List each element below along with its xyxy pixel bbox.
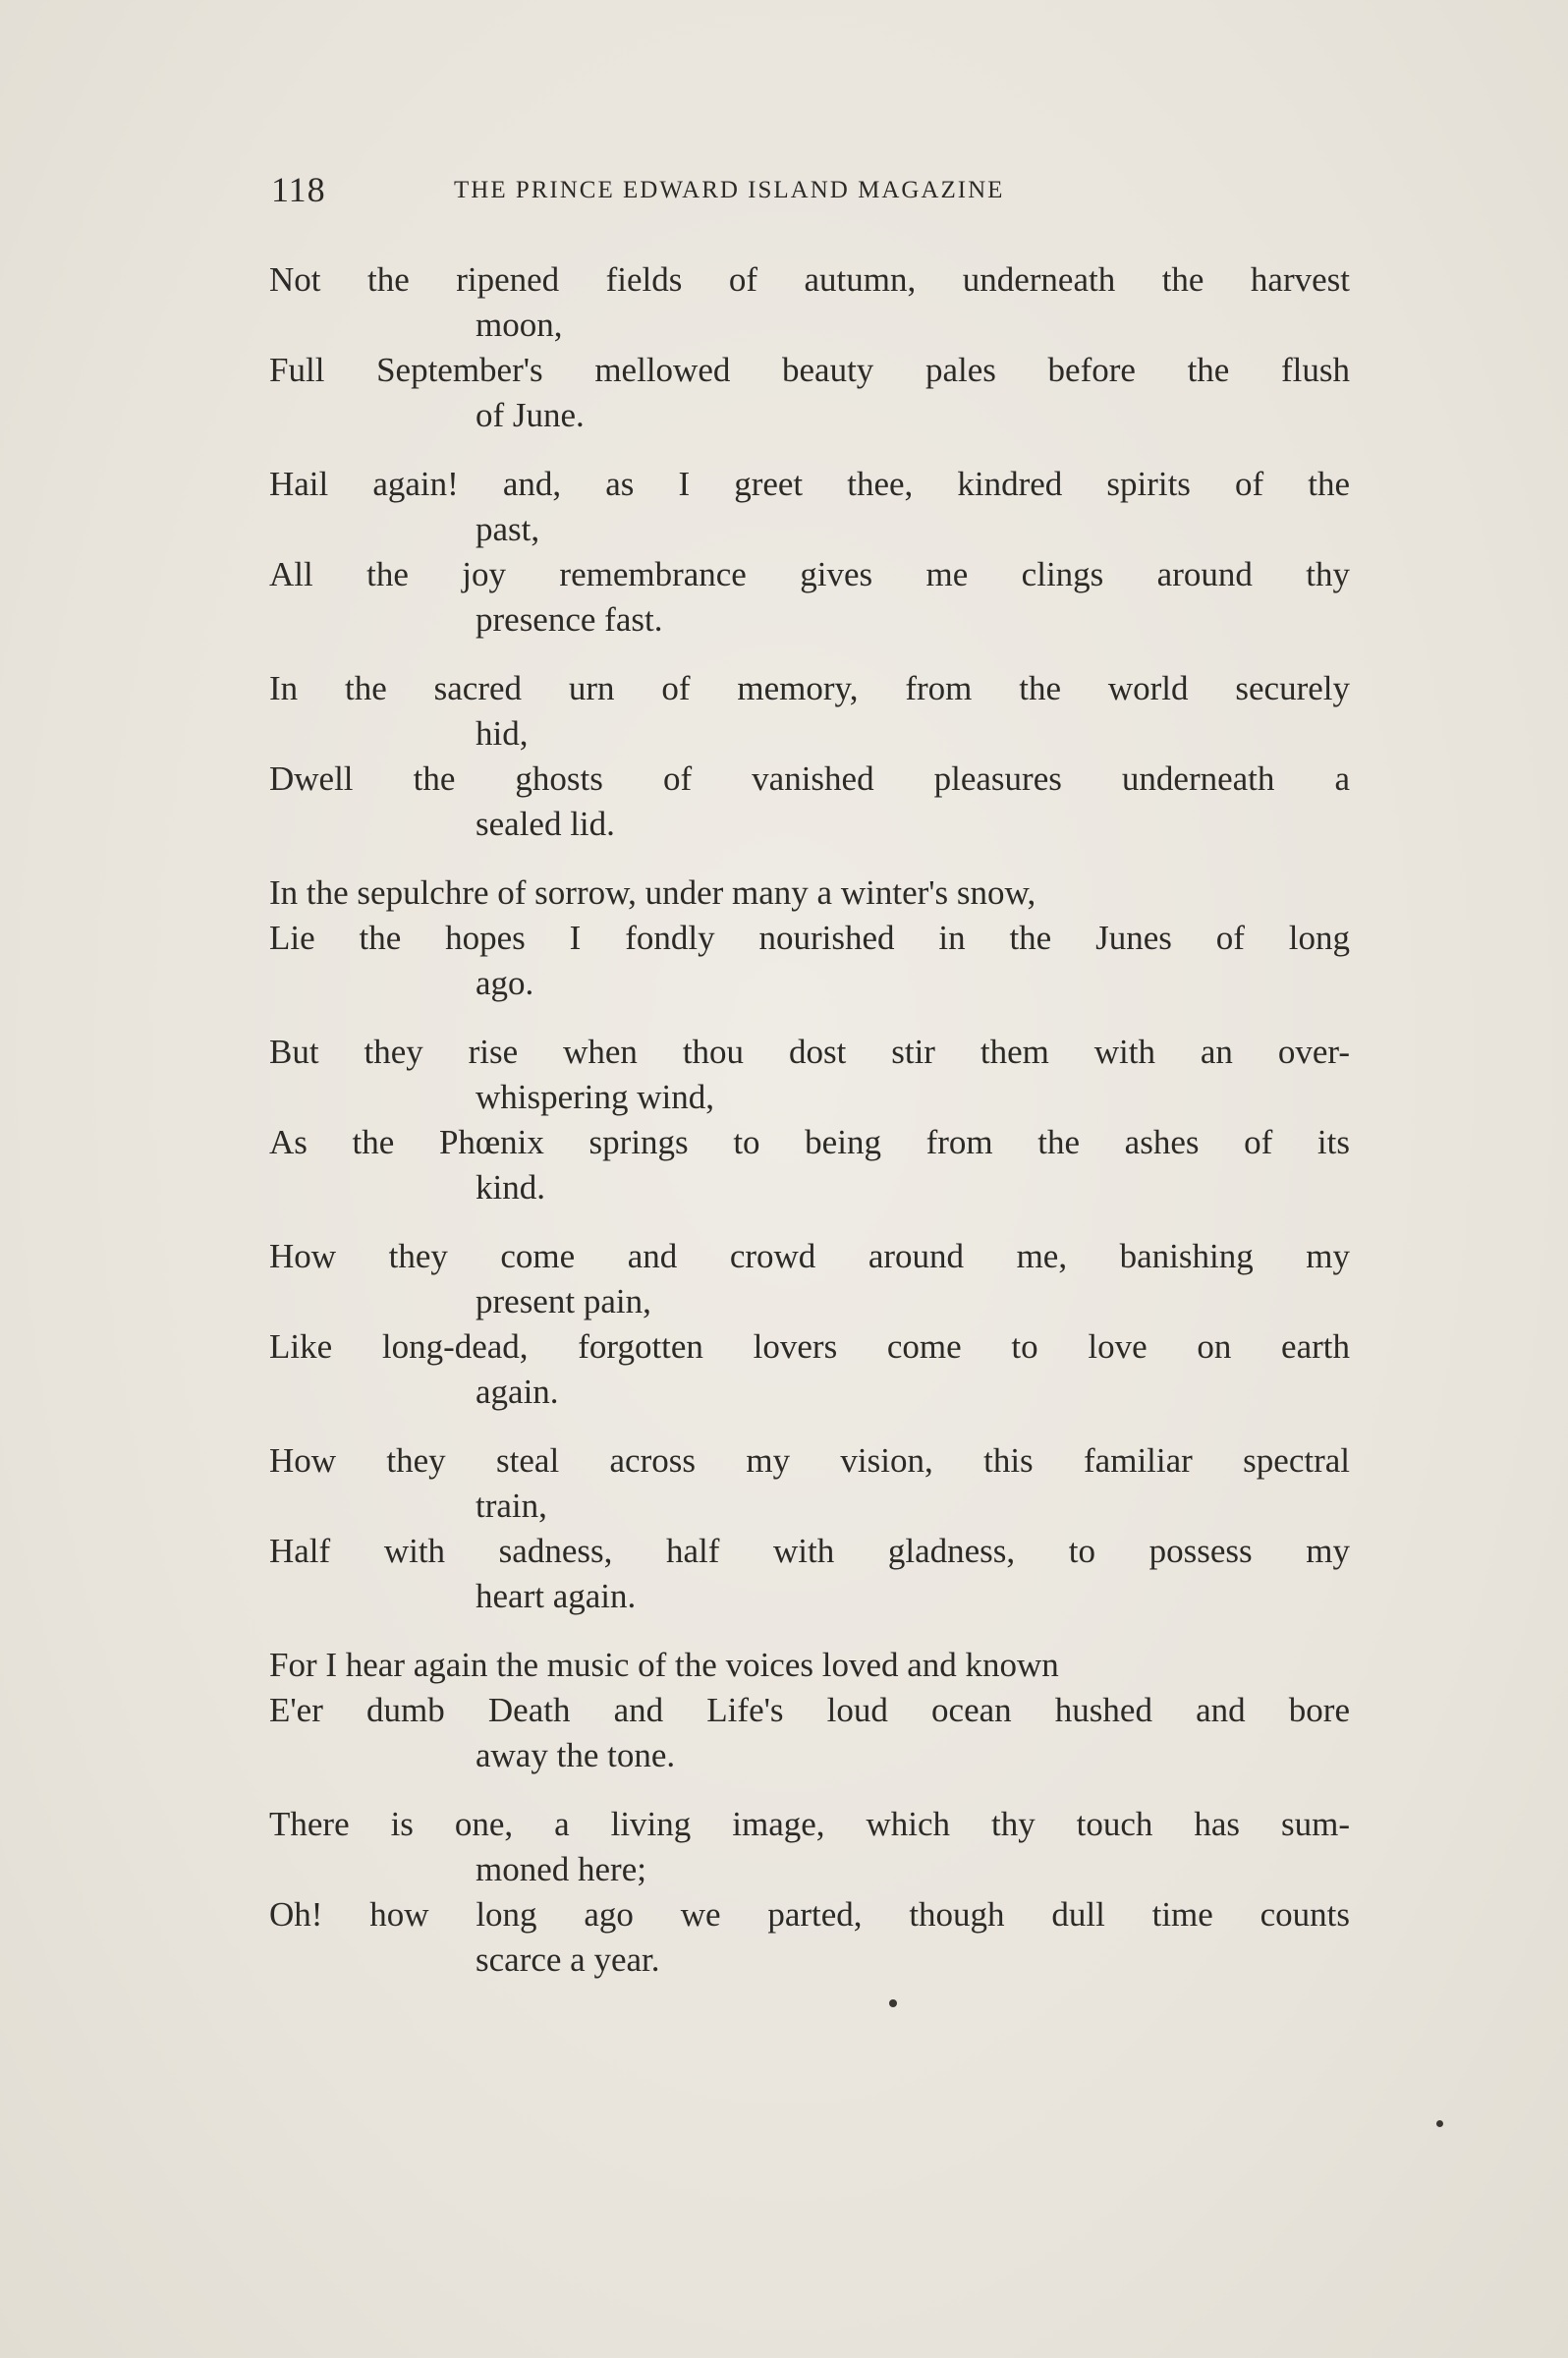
poem-line bbox=[269, 666, 1350, 757]
line-text: All the joy remembrance gives me clings around thy bbox=[269, 555, 1350, 593]
poem-line bbox=[269, 1529, 1350, 1619]
poem-line bbox=[269, 348, 1350, 438]
stanza bbox=[269, 1030, 1350, 1210]
line-text: How they steal across my vision, this familiar spectral bbox=[269, 1441, 1350, 1480]
running-head: THE PRINCE EDWARD ISLAND MAGAZINE bbox=[454, 177, 1005, 203]
line-turnover: train, bbox=[476, 1487, 547, 1525]
ink-speck bbox=[889, 1999, 897, 2007]
line-turnover: moned here; bbox=[476, 1850, 646, 1888]
line-text: In the sepulchre of sorrow, under many a winter's snow, bbox=[269, 873, 1036, 912]
line-turnover: presence fast. bbox=[476, 600, 663, 639]
line-text: In the sacred urn of memory, from the world securely bbox=[269, 669, 1350, 707]
poem-line bbox=[269, 757, 1350, 847]
line-text: Lie the hopes I fondly nourished in the Junes of long bbox=[269, 919, 1350, 957]
poem-line bbox=[269, 1892, 1350, 1983]
page-header bbox=[271, 169, 1352, 218]
stanza bbox=[269, 1643, 1350, 1778]
line-turnover: moon, bbox=[476, 306, 563, 344]
poem-line bbox=[269, 1030, 1350, 1120]
stanza bbox=[269, 870, 1350, 1006]
line-turnover: ago. bbox=[476, 964, 534, 1002]
stanza bbox=[269, 1438, 1350, 1619]
line-text: But they rise when thou dost stir them with an over- bbox=[269, 1033, 1350, 1071]
line-text: Oh! how long ago we parted, though dull time counts bbox=[269, 1895, 1350, 1934]
line-turnover: again. bbox=[476, 1373, 559, 1411]
line-text: Hail again! and, as I greet thee, kindred spirits of the bbox=[269, 465, 1350, 503]
stanza bbox=[269, 1802, 1350, 1983]
stanza bbox=[269, 666, 1350, 847]
line-text: How they come and crowd around me, banishing my bbox=[269, 1237, 1350, 1275]
line-text: Full September's mellowed beauty pales before the flush bbox=[269, 351, 1350, 389]
line-turnover: hid, bbox=[476, 714, 529, 753]
poem-line bbox=[269, 870, 1350, 916]
page-number: 118 bbox=[271, 170, 326, 209]
line-turnover: present pain, bbox=[476, 1282, 651, 1320]
line-turnover: sealed lid. bbox=[476, 805, 615, 843]
line-text: Not the ripened fields of autumn, underneath the harvest bbox=[269, 260, 1350, 299]
poem-line bbox=[269, 1802, 1350, 1892]
line-text: Dwell the ghosts of vanished pleasures underneath a bbox=[269, 759, 1350, 798]
poem-line bbox=[269, 1643, 1350, 1688]
poem-line bbox=[269, 1234, 1350, 1324]
ink-speck bbox=[1436, 2120, 1443, 2127]
stanza bbox=[269, 257, 1350, 438]
line-text: Half with sadness, half with gladness, to possess my bbox=[269, 1532, 1350, 1570]
line-text: E'er dumb Death and Life's loud ocean hushed and bore bbox=[269, 1691, 1350, 1729]
poem-body bbox=[269, 257, 1350, 2006]
poem-line bbox=[269, 1438, 1350, 1529]
line-turnover: whispering wind, bbox=[476, 1078, 715, 1116]
line-text: As the Phœnix springs to being from the ashes of its bbox=[269, 1123, 1350, 1161]
poem-line bbox=[269, 462, 1350, 552]
line-text: There is one, a living image, which thy touch has sum- bbox=[269, 1805, 1350, 1843]
poem-line bbox=[269, 916, 1350, 1006]
line-turnover: away the tone. bbox=[476, 1736, 676, 1774]
line-turnover: heart again. bbox=[476, 1577, 637, 1615]
line-turnover: of June. bbox=[476, 396, 585, 434]
poem-line bbox=[269, 257, 1350, 348]
line-text: Like long-dead, forgotten lovers come to love on earth bbox=[269, 1327, 1350, 1366]
stanza bbox=[269, 1234, 1350, 1415]
line-turnover: kind. bbox=[476, 1168, 545, 1207]
line-turnover: past, bbox=[476, 510, 540, 548]
poem-line bbox=[269, 1688, 1350, 1778]
poem-line bbox=[269, 552, 1350, 643]
stanza bbox=[269, 462, 1350, 643]
line-text: For I hear again the music of the voices loved and known bbox=[269, 1646, 1059, 1684]
line-turnover: scarce a year. bbox=[476, 1940, 660, 1979]
poem-line bbox=[269, 1120, 1350, 1210]
poem-line bbox=[269, 1324, 1350, 1415]
